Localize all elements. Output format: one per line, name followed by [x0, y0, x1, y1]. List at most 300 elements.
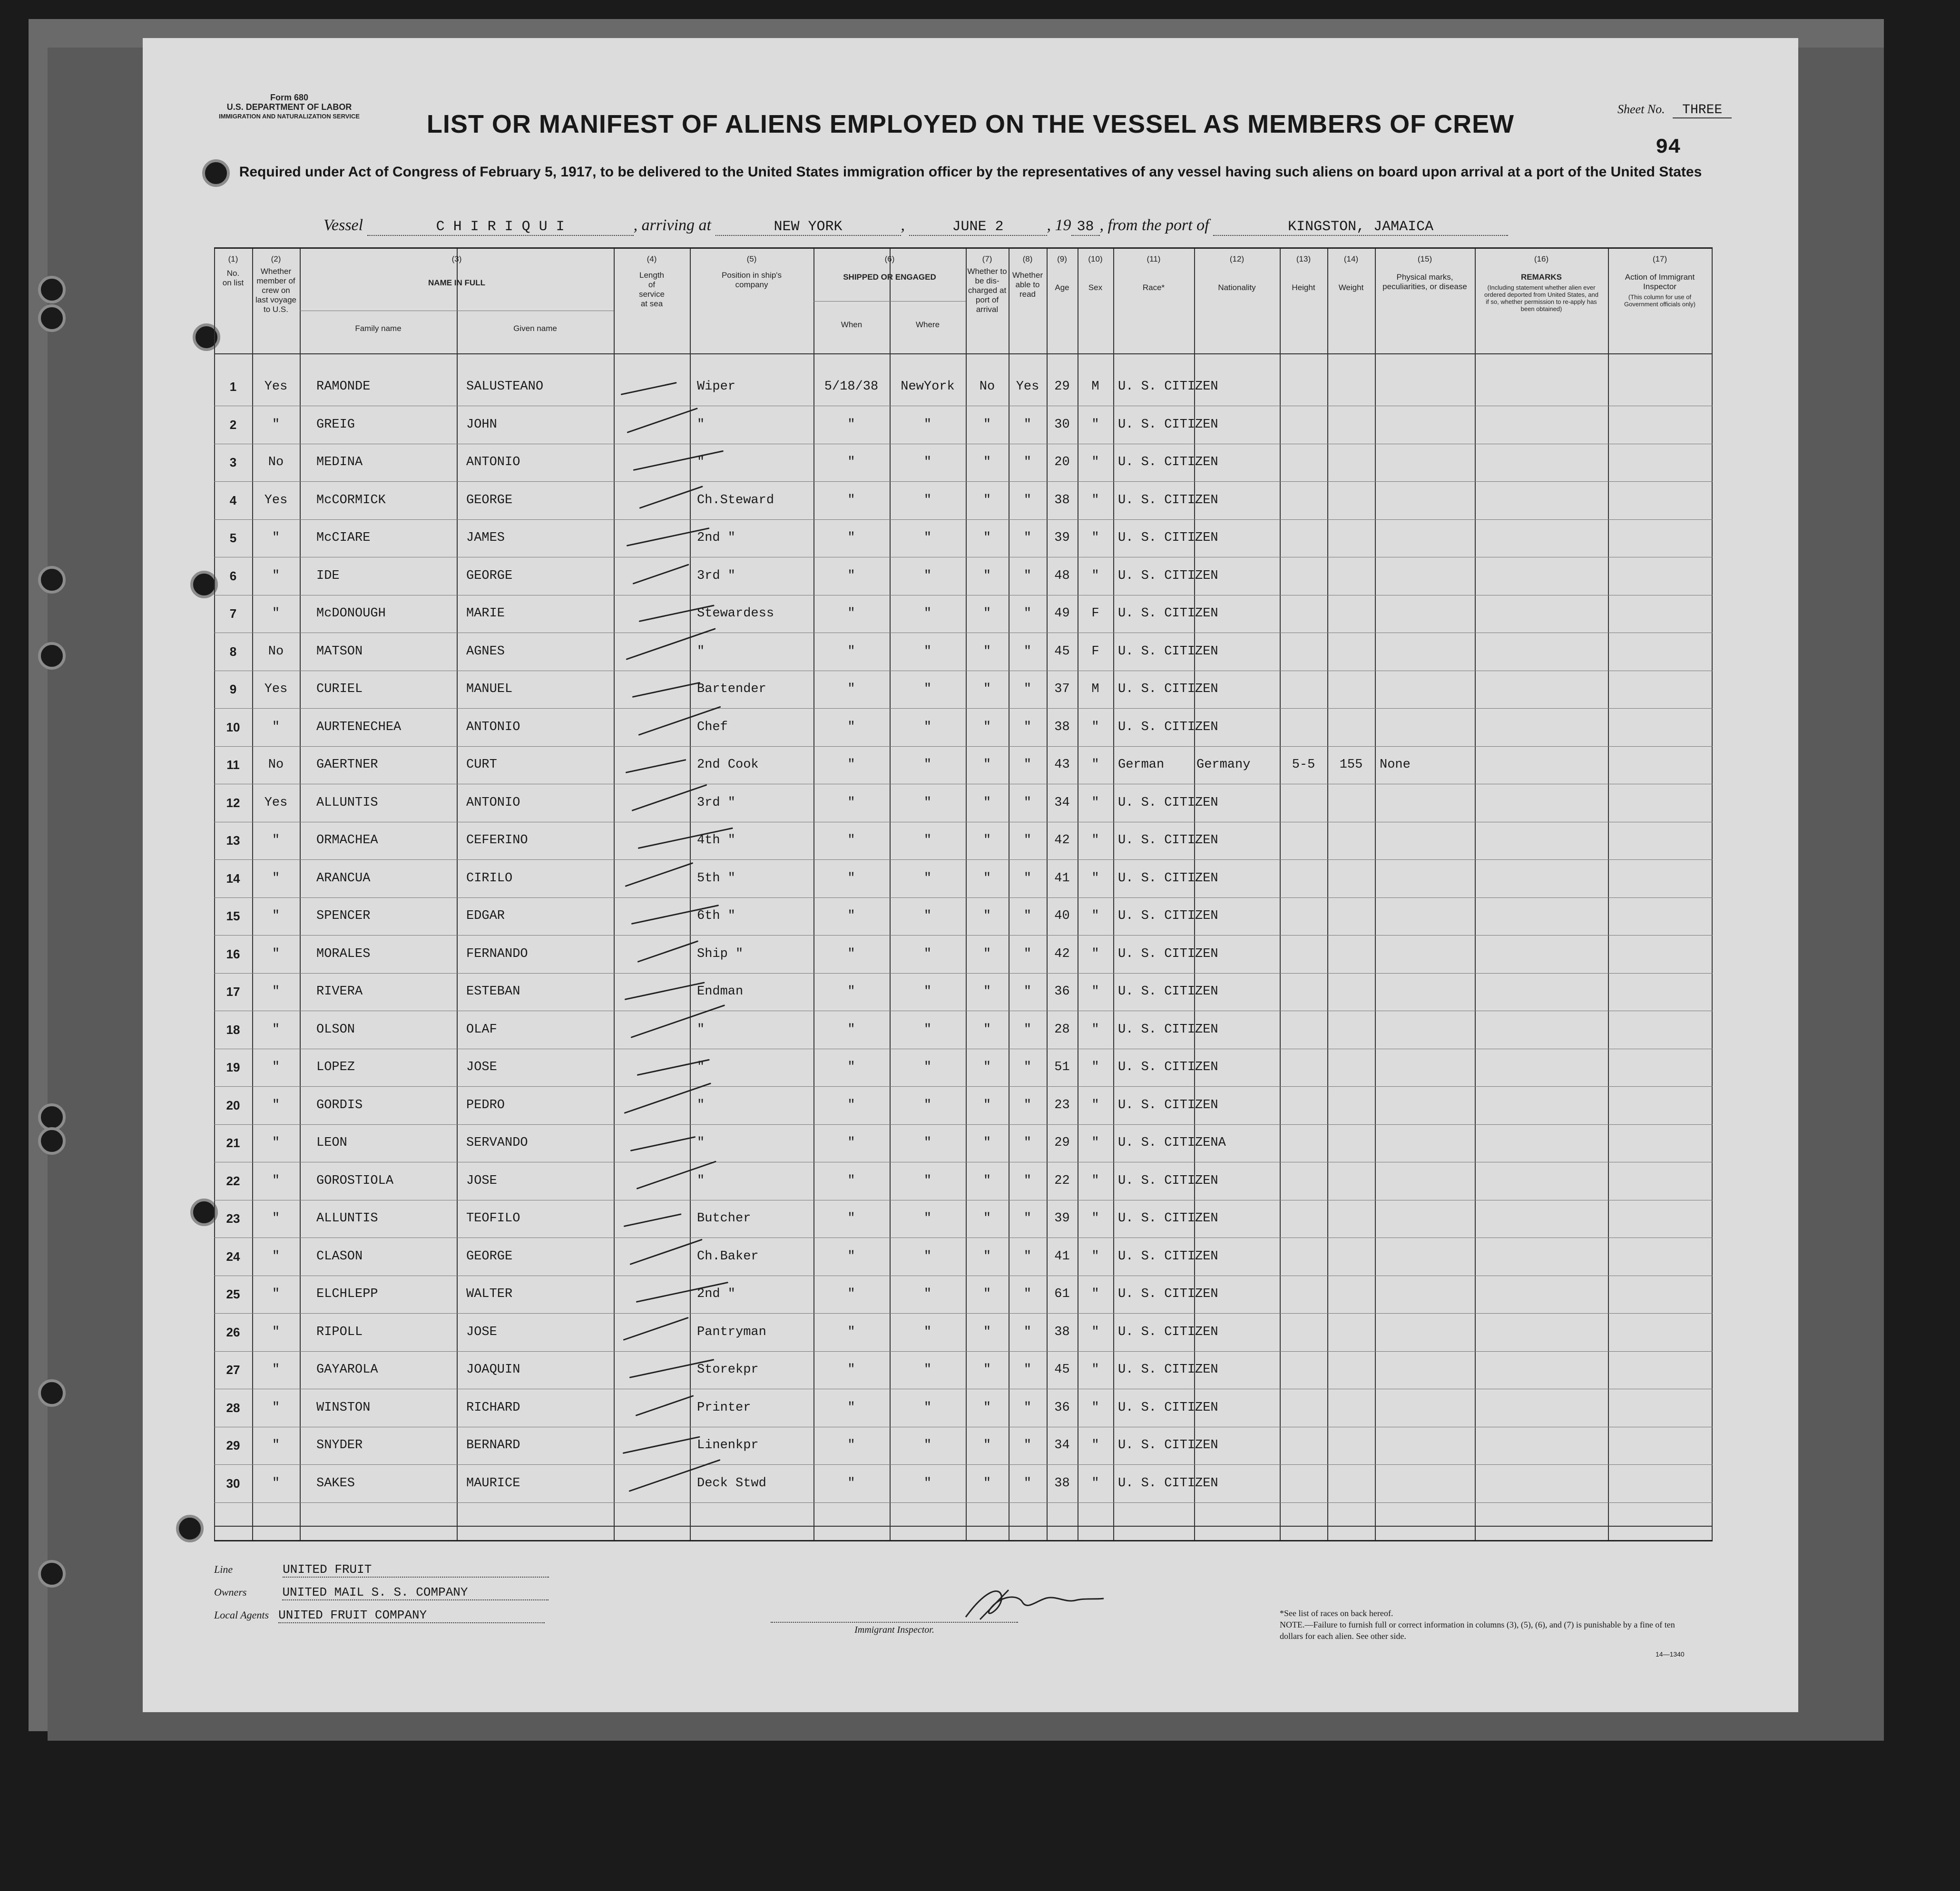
sex-cell: " [1091, 946, 1099, 961]
row-number-cell: 23 [226, 1211, 240, 1226]
given-name-cell: AGNES [466, 644, 505, 659]
col-label: Height [1292, 283, 1315, 292]
shipped-when-cell: " [847, 758, 855, 772]
sex-cell: " [1091, 531, 1099, 545]
shipped-where-cell: " [923, 758, 932, 772]
shipped-where-cell: " [923, 946, 932, 961]
col-label: Whether member of crew on last voyage to U.S. [255, 267, 296, 314]
binder-hole-icon [38, 1560, 66, 1588]
last-voyage-cell: " [272, 606, 280, 621]
last-voyage-cell: " [272, 833, 280, 848]
last-voyage-cell: No [268, 455, 284, 469]
shipped-where-cell: " [923, 833, 932, 848]
arrival-date: JUNE 2 [909, 219, 1047, 236]
nationality-cell: Germany [1196, 758, 1251, 772]
line-value: UNITED FRUIT [283, 1562, 549, 1578]
row-number-cell: 11 [226, 758, 240, 772]
position-cell: Endman [697, 984, 744, 999]
race-cell: U. S. CITIZEN [1118, 1098, 1218, 1112]
last-voyage-cell: " [272, 1363, 280, 1377]
given-name-cell: CURT [466, 758, 497, 772]
last-voyage-cell: " [272, 1438, 280, 1452]
sex-cell: " [1091, 909, 1099, 923]
family-name-cell: LEON [316, 1136, 347, 1150]
age-cell: 36 [1054, 984, 1070, 999]
sex-cell: " [1091, 1438, 1099, 1452]
row-rule [214, 935, 1713, 936]
last-voyage-cell: " [272, 871, 280, 886]
row-number-cell: 12 [226, 795, 240, 810]
manifest-title: LIST OR MANIFEST OF ALIENS EMPLOYED ON THE VESSEL AS MEMBERS OF CREW [426, 110, 1515, 138]
col-num: (15) [1417, 254, 1432, 263]
column-rule [1608, 249, 1609, 1540]
column-rule [300, 249, 301, 1540]
shipped-where-cell: " [923, 1173, 932, 1188]
sex-cell: " [1091, 1325, 1099, 1339]
shipped-where-cell: " [923, 644, 932, 659]
family-name-cell: GAERTNER [316, 758, 378, 772]
discharged-cell: " [983, 946, 991, 961]
race-cell: U. S. CITIZEN [1118, 531, 1218, 545]
position-cell: " [697, 417, 705, 432]
able-to-read-cell: " [1023, 1060, 1032, 1074]
able-to-read-cell: " [1023, 1287, 1032, 1301]
sex-cell: " [1091, 1400, 1099, 1415]
family-name-cell: CLASON [316, 1249, 363, 1264]
able-to-read-cell: " [1023, 1136, 1032, 1150]
given-name-cell: JOSE [466, 1325, 497, 1339]
row-number-cell: 8 [229, 644, 237, 659]
given-name-cell: CEFERINO [466, 833, 528, 848]
discharged-cell: " [983, 1022, 991, 1037]
able-to-read-cell: " [1023, 417, 1032, 432]
shipped-where-cell: " [923, 1438, 932, 1452]
shipped-when-cell: " [847, 1022, 855, 1037]
sex-cell: " [1091, 1249, 1099, 1264]
from-label: , from the port of [1099, 216, 1209, 234]
given-name-cell: ESTEBAN [466, 984, 520, 999]
last-voyage-cell: " [272, 909, 280, 923]
sex-cell: " [1091, 493, 1099, 507]
column-rule [1047, 249, 1048, 1540]
weight-cell: 155 [1339, 758, 1363, 772]
col-num: (1) [228, 254, 238, 263]
col-where: Where [915, 320, 940, 329]
given-name-cell: GEORGE [466, 568, 513, 583]
shipped-when-cell: 5/18/38 [824, 380, 879, 394]
given-name-cell: JOHN [466, 417, 497, 432]
col-num: (8) [1022, 254, 1033, 263]
age-cell: 40 [1054, 909, 1070, 923]
discharged-cell: " [983, 1363, 991, 1377]
shipped-where-cell: " [923, 1325, 932, 1339]
shipped-when-cell: " [847, 833, 855, 848]
last-voyage-cell: " [272, 1173, 280, 1188]
footnotes [1280, 1608, 1684, 1642]
position-cell: Pantryman [697, 1325, 766, 1339]
col-given-name: Given name [513, 324, 557, 333]
position-cell: Printer [697, 1400, 751, 1415]
col-label: NAME IN FULL [428, 278, 485, 287]
able-to-read-cell: " [1023, 1363, 1032, 1377]
column-rule [252, 249, 253, 1540]
able-to-read-cell: " [1023, 833, 1032, 848]
voyage-line: Vessel C H I R I Q U I , arriving at NEW YORK , JUNE 2 , 19 38 , from the port of KINGSTON, JAMAICA [323, 216, 1508, 236]
row-number-cell: 9 [229, 682, 237, 696]
given-name-cell: PEDRO [466, 1098, 505, 1112]
discharged-cell: No [979, 380, 995, 394]
able-to-read-cell: " [1023, 909, 1032, 923]
agents-field [214, 1608, 545, 1623]
sex-cell: " [1091, 1211, 1099, 1226]
shipped-where-cell: " [923, 568, 932, 583]
age-cell: 29 [1054, 380, 1070, 394]
row-number-cell: 29 [226, 1438, 240, 1452]
shipped-where-cell: " [923, 417, 932, 432]
shipped-where-cell: " [923, 1400, 932, 1415]
sex-cell: " [1091, 1476, 1099, 1491]
given-name-cell: JOSE [466, 1173, 497, 1188]
shipped-when-cell: " [847, 606, 855, 621]
arrival-port: NEW YORK [715, 219, 901, 236]
col-label: No. on list [222, 269, 244, 287]
sex-cell: " [1091, 417, 1099, 432]
position-cell: Chef [697, 720, 728, 734]
punch-hole-icon [202, 159, 230, 187]
row-number-cell: 17 [226, 984, 240, 999]
given-name-cell: RICHARD [466, 1400, 520, 1415]
col-num: (13) [1296, 254, 1311, 263]
col-num: (10) [1088, 254, 1103, 263]
able-to-read-cell: " [1023, 1098, 1032, 1112]
shipped-when-cell: " [847, 1363, 855, 1377]
sex-cell: " [1091, 833, 1099, 848]
position-cell: Ship " [697, 946, 744, 961]
inspector-label: Immigrant Inspector. [771, 1622, 1018, 1636]
shipped-where-cell: " [923, 1249, 932, 1264]
row-number-cell: 7 [229, 606, 237, 621]
form-number: Form 680 [270, 93, 309, 102]
check-mark-icon [639, 486, 703, 509]
vessel-name: C H I R I Q U I [367, 219, 634, 236]
race-cell: U. S. CITIZEN [1118, 720, 1218, 734]
col-label: Position in ship's company [721, 271, 782, 289]
col-num: (2) [271, 254, 281, 263]
able-to-read-cell: " [1023, 568, 1032, 583]
row-rule [214, 746, 1713, 747]
col-family-name: Family name [355, 324, 402, 333]
shipped-where-cell: " [923, 1098, 932, 1112]
arriving-label: , arriving at [633, 216, 711, 234]
discharged-cell: " [983, 909, 991, 923]
age-cell: 42 [1054, 946, 1070, 961]
able-to-read-cell: Yes [1016, 380, 1039, 394]
row-rule [214, 1464, 1713, 1465]
position-cell: " [697, 1060, 705, 1074]
age-cell: 45 [1054, 1363, 1070, 1377]
row-number-cell: 28 [226, 1400, 240, 1415]
family-name-cell: McDONOUGH [316, 606, 386, 621]
col-num: (11) [1147, 254, 1161, 263]
last-voyage-cell: " [272, 1400, 280, 1415]
family-name-cell: CURIEL [316, 682, 363, 696]
age-cell: 39 [1054, 531, 1070, 545]
shipped-where-cell: " [923, 531, 932, 545]
race-cell: U. S. CITIZEN [1118, 1211, 1218, 1226]
row-rule [214, 519, 1713, 520]
line-field [214, 1562, 549, 1578]
able-to-read-cell: " [1023, 1476, 1032, 1491]
discharged-cell: " [983, 1249, 991, 1264]
shipped-when-cell: " [847, 1400, 855, 1415]
print-code: 14—1340 [1656, 1650, 1685, 1658]
shipped-when-cell: " [847, 1211, 855, 1226]
col-label: Weight [1338, 283, 1364, 292]
row-rule [214, 897, 1713, 898]
owners-label: Owners [214, 1586, 247, 1598]
shipped-where-cell: NewYork [901, 380, 955, 394]
race-cell: German [1118, 758, 1165, 772]
last-voyage-cell: No [268, 758, 284, 772]
column-rule [1280, 249, 1281, 1540]
family-name-cell: McCORMICK [316, 493, 386, 507]
given-name-cell: MARIE [466, 606, 505, 621]
col-label: Action of Immigrant Inspector [1625, 273, 1695, 291]
discharged-cell: " [983, 493, 991, 507]
family-name-cell: GAYAROLA [316, 1363, 378, 1377]
col-num: (4) [647, 254, 657, 263]
race-cell: U. S. CITIZEN [1118, 1363, 1218, 1377]
shipped-when-cell: " [847, 1476, 855, 1491]
given-name-cell: MAURICE [466, 1476, 520, 1491]
discharged-cell: " [983, 1287, 991, 1301]
row-rule [214, 1313, 1713, 1314]
age-cell: 45 [1054, 644, 1070, 659]
penalty-note: NOTE.—Failure to furnish full or correct information in columns (3), (5), (6), and (7) is punishable by a fine of ten dollars for each alien. See other side. [1280, 1620, 1675, 1641]
shipped-when-cell: " [847, 795, 855, 810]
discharged-cell: " [983, 795, 991, 810]
family-name-cell: GREIG [316, 417, 355, 432]
sex-cell: " [1091, 795, 1099, 810]
position-cell: Butcher [697, 1211, 751, 1226]
race-cell: U. S. CITIZEN [1118, 871, 1218, 886]
able-to-read-cell: " [1023, 1325, 1032, 1339]
discharged-cell: " [983, 417, 991, 432]
race-cell: U. S. CITIZEN [1118, 1438, 1218, 1452]
given-name-cell: SALUSTEANO [466, 380, 544, 394]
shipped-when-cell: " [847, 531, 855, 545]
shipped-where-cell: " [923, 1363, 932, 1377]
sex-cell: " [1091, 1060, 1099, 1074]
owners-field [214, 1585, 549, 1600]
position-cell: 2nd " [697, 1287, 736, 1301]
family-name-cell: GORDIS [316, 1098, 363, 1112]
discharged-cell: " [983, 1438, 991, 1452]
sex-cell: " [1091, 568, 1099, 583]
departure-port: KINGSTON, JAMAICA [1213, 219, 1508, 236]
column-rule [813, 249, 814, 1540]
shipped-when-cell: " [847, 568, 855, 583]
discharged-cell: " [983, 984, 991, 999]
shipped-where-cell: " [923, 1060, 932, 1074]
form-service: IMMIGRATION AND NATURALIZATION SERVICE [219, 113, 360, 120]
last-voyage-cell: " [272, 1325, 280, 1339]
column-rule [1113, 249, 1114, 1540]
page-number: 94 [1656, 136, 1681, 159]
family-name-cell: SNYDER [316, 1438, 363, 1452]
family-name-cell: MORALES [316, 946, 371, 961]
col-action-note: (This column for use of Government officials only) [1624, 293, 1696, 308]
able-to-read-cell: " [1023, 606, 1032, 621]
given-name-cell: ANTONIO [466, 720, 520, 734]
able-to-read-cell: " [1023, 720, 1032, 734]
discharged-cell: " [983, 1211, 991, 1226]
row-number-cell: 26 [226, 1325, 240, 1339]
year-prefix: , 19 [1047, 216, 1071, 234]
height-cell: 5-5 [1292, 758, 1315, 772]
able-to-read-cell: " [1023, 1211, 1032, 1226]
race-cell: U. S. CITIZEN [1118, 1400, 1218, 1415]
discharged-cell: " [983, 758, 991, 772]
shipped-where-cell: " [923, 1136, 932, 1150]
shipped-where-cell: " [923, 795, 932, 810]
family-name-cell: RIVERA [316, 984, 363, 999]
col-label: Nationality [1218, 283, 1256, 292]
shipped-when-cell: " [847, 1098, 855, 1112]
sex-cell: " [1091, 1022, 1099, 1037]
discharged-cell: " [983, 606, 991, 621]
shipped-when-cell: " [847, 909, 855, 923]
races-note: *See list of races on back hereof. [1280, 1608, 1393, 1618]
family-name-cell: WINSTON [316, 1400, 371, 1415]
discharged-cell: " [983, 1060, 991, 1074]
able-to-read-cell: " [1023, 871, 1032, 886]
position-cell: 5th " [697, 871, 736, 886]
age-cell: 30 [1054, 417, 1070, 432]
shipped-where-cell: " [923, 720, 932, 734]
row-number-cell: 1 [229, 380, 237, 394]
last-voyage-cell: " [272, 1249, 280, 1264]
agents-value: UNITED FRUIT COMPANY [278, 1608, 545, 1623]
row-number-cell: 16 [226, 946, 240, 961]
given-name-cell: MANUEL [466, 682, 513, 696]
shipped-where-cell: " [923, 455, 932, 469]
col-label: Sex [1088, 283, 1103, 292]
sex-cell: F [1091, 644, 1099, 659]
crew-table [214, 247, 1713, 1541]
col-label: SHIPPED OR ENGAGED [843, 273, 936, 282]
position-cell: 6th " [697, 909, 736, 923]
age-cell: 28 [1054, 1022, 1070, 1037]
race-cell: U. S. CITIZEN [1118, 946, 1218, 961]
able-to-read-cell: " [1023, 758, 1032, 772]
age-cell: 34 [1054, 1438, 1070, 1452]
given-name-cell: ANTONIO [466, 795, 520, 810]
sex-cell: " [1091, 758, 1099, 772]
position-cell: Deck Stwd [697, 1476, 766, 1491]
family-name-cell: MATSON [316, 644, 363, 659]
row-rule [214, 708, 1713, 709]
row-number-cell: 22 [226, 1173, 240, 1188]
family-name-cell: LOPEZ [316, 1060, 355, 1074]
able-to-read-cell: " [1023, 493, 1032, 507]
row-rule [214, 1086, 1713, 1087]
row-number-cell: 3 [229, 455, 237, 469]
race-cell: U. S. CITIZEN [1118, 795, 1218, 810]
shipped-where-cell: " [923, 493, 932, 507]
binder-hole-icon [38, 642, 66, 670]
family-name-cell: SPENCER [316, 909, 371, 923]
column-rule [614, 249, 615, 1540]
shipped-when-cell: " [847, 720, 855, 734]
manifest-subtitle: Required under Act of Congress of February 5, 1917, to be delivered to the United States immigration officer by the representatives of any vessel having such aliens on board upon arrival at a port of the United States [239, 164, 1702, 180]
punch-hole-icon [176, 1515, 204, 1542]
col-label: Whether able to read [1012, 271, 1043, 299]
row-number-cell: 25 [226, 1287, 240, 1301]
shipped-where-cell: " [923, 871, 932, 886]
shipped-when-cell: " [847, 1325, 855, 1339]
shipped-when-cell: " [847, 1136, 855, 1150]
shipped-subheader-rule [813, 301, 966, 302]
shipped-when-cell: " [847, 682, 855, 696]
given-name-cell: EDGAR [466, 909, 505, 923]
race-cell: U. S. CITIZEN [1118, 1022, 1218, 1037]
given-name-cell: JOAQUIN [466, 1363, 520, 1377]
shipped-where-cell: " [923, 606, 932, 621]
discharged-cell: " [983, 1173, 991, 1188]
age-cell: 38 [1054, 493, 1070, 507]
discharged-cell: " [983, 1476, 991, 1491]
race-cell: U. S. CITIZEN [1118, 909, 1218, 923]
race-cell: U. S. CITIZEN [1118, 1173, 1218, 1188]
row-number-cell: 20 [226, 1098, 240, 1112]
race-cell: U. S. CITIZEN [1118, 1287, 1218, 1301]
able-to-read-cell: " [1023, 795, 1032, 810]
race-cell: U. S. CITIZEN [1118, 568, 1218, 583]
age-cell: 39 [1054, 1211, 1070, 1226]
column-rule [966, 249, 967, 1540]
row-number-cell: 6 [229, 568, 237, 583]
col-num: (9) [1057, 254, 1067, 263]
given-name-cell: TEOFILO [466, 1211, 520, 1226]
age-cell: 38 [1054, 1476, 1070, 1491]
row-number-cell: 10 [226, 720, 240, 734]
col-num: (16) [1534, 254, 1549, 263]
row-number-cell: 13 [226, 833, 240, 848]
column-rule [690, 249, 691, 1540]
discharged-cell: " [983, 720, 991, 734]
row-number-cell: 14 [226, 871, 240, 886]
given-name-cell: FERNANDO [466, 946, 528, 961]
shipped-when-cell: " [847, 984, 855, 999]
shipped-when-cell: " [847, 493, 855, 507]
vessel-label: Vessel [323, 216, 363, 234]
race-cell: U. S. CITIZEN [1118, 455, 1218, 469]
row-number-cell: 30 [226, 1476, 240, 1491]
age-cell: 29 [1054, 1136, 1070, 1150]
row-number-cell: 18 [226, 1022, 240, 1037]
sex-cell: " [1091, 455, 1099, 469]
check-mark-icon [624, 1213, 682, 1227]
family-name-cell: RIPOLL [316, 1325, 363, 1339]
sex-cell: M [1091, 380, 1099, 394]
shipped-where-cell: " [923, 1211, 932, 1226]
age-cell: 42 [1054, 833, 1070, 848]
row-number-cell: 2 [229, 417, 237, 432]
binder-hole-icon [38, 304, 66, 332]
col-label: Age [1055, 283, 1069, 292]
race-cell: U. S. CITIZENA [1118, 1136, 1226, 1150]
